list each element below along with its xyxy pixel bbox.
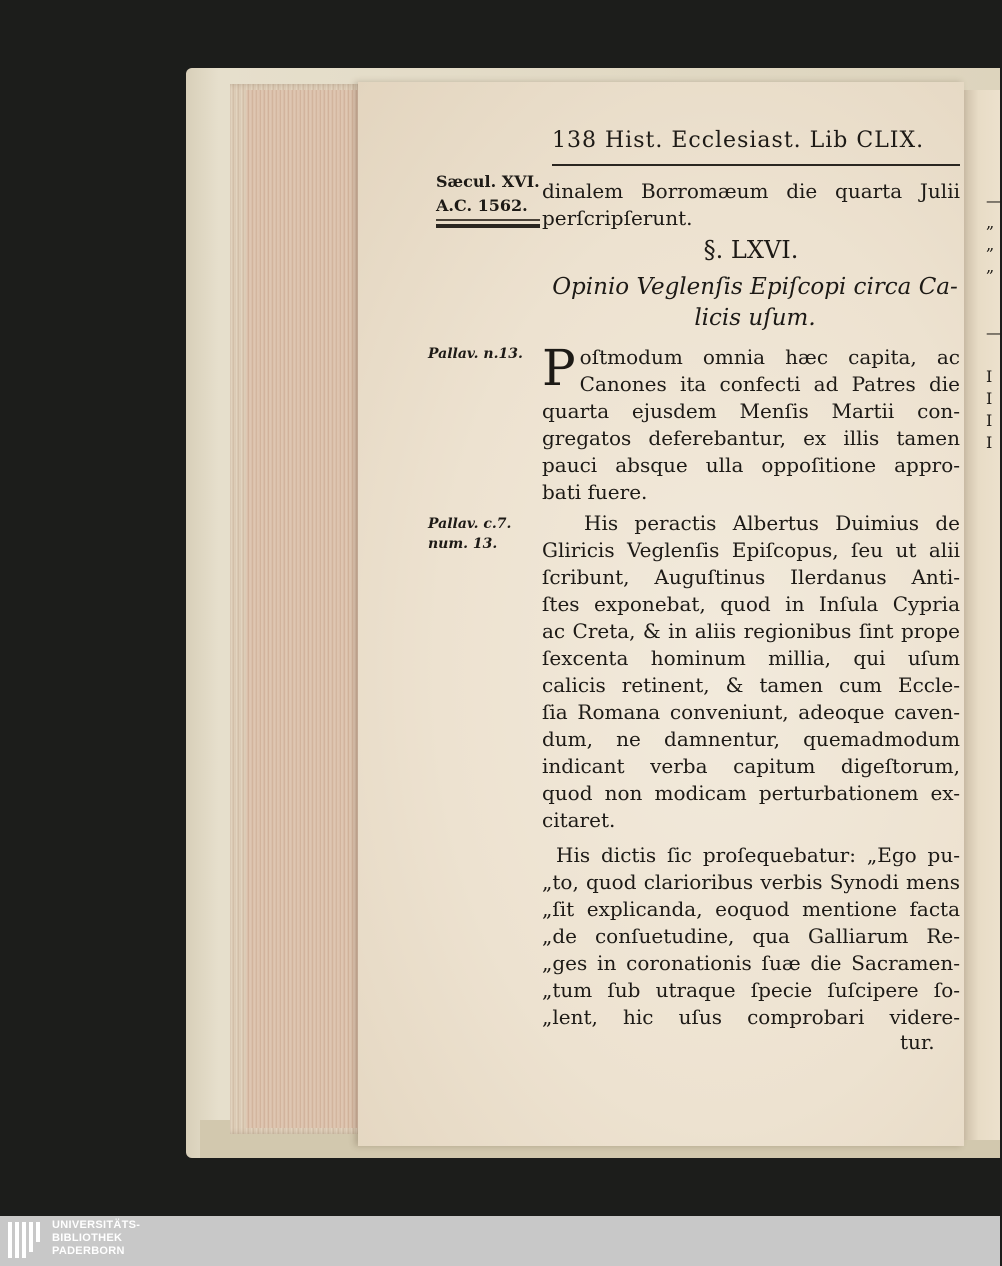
margin-note-line: Pallav. c.7. <box>428 516 512 532</box>
opening-text <box>542 178 960 232</box>
text-line: ſia Romana conveniunt, adeoque caven- <box>542 700 960 724</box>
text-line: quod non modicam perturbationem ex- <box>542 781 960 805</box>
text-line: Canones ita confecti ad Patres die <box>579 372 960 396</box>
text-line: ſcribunt, Auguſtinus Ilerdanus Anti- <box>542 565 960 589</box>
text-line: Gliricis Veglenſis Epiſcopus, ſeu ut alii <box>542 538 960 562</box>
text-line: quarta ejusdem Menſis Martii con- <box>542 399 960 423</box>
paragraph-1 <box>542 339 960 506</box>
logo-line: UNIVERSITÄTS- <box>52 1219 141 1231</box>
text-line: „to, quod clarioribus verbis Synodi mens <box>542 870 960 894</box>
library-logo-text <box>52 1219 140 1258</box>
text-line: gregatos deferebantur, ex illis tamen <box>542 426 960 450</box>
margin-date-note <box>436 170 540 218</box>
saecul-line: Sæcul. XVI. <box>436 172 540 191</box>
facing-page-marks: — „ „ „ — I I I I <box>986 191 1002 452</box>
text-line: ſtes exponebat, quod in Inſula Cypria <box>542 592 960 616</box>
text-line: dum, ne damnentur, quemadmodum <box>542 727 960 751</box>
paragraph-3 <box>542 842 960 1031</box>
drop-cap: P <box>542 339 576 397</box>
text-line: ac Creta, & in aliis regionibus ſint prope <box>542 619 960 643</box>
margin-note-pallav-2 <box>428 514 511 554</box>
year-line: A.C. 1562. <box>436 196 528 215</box>
margin-note-line: num. 13. <box>428 536 498 552</box>
text-line: His dictis ſic proſequebatur: „Ego pu- <box>556 843 960 867</box>
section-title-line: licis uſum. <box>694 305 816 331</box>
text-line: citaret. <box>542 808 616 832</box>
text-line: „tum ſub utraque ſpecie ſuſcipere ſo- <box>542 978 960 1002</box>
section-title <box>548 272 962 334</box>
text-line: calicis retinent, & tamen cum Eccle- <box>542 673 960 697</box>
logo-line: BIBLIOTHEK <box>52 1232 123 1244</box>
text-line: perſcripſerunt. <box>542 206 693 230</box>
running-header: 138 Hist. Ecclesiast. Lib CLIX. <box>552 128 925 153</box>
section-title-line: Opinio Veglenſis Epiſcopi circa Ca- <box>552 274 958 300</box>
text-line: oſtmodum omnia hæc capita, ac <box>579 345 960 369</box>
page-edges-texture <box>246 90 358 1128</box>
text-line: indicant verba capitum digeſtorum, <box>542 754 960 778</box>
text-line: bati fuere. <box>542 480 648 504</box>
text-line: pauci absque ulla oppoſitione appro- <box>542 453 960 477</box>
text-line: „de conſuetudine, qua Galliarum Re- <box>542 924 960 948</box>
text-line: His peractis Albertus Duimius de <box>584 511 960 535</box>
catchword: tur. <box>900 1030 935 1054</box>
library-logo-icon <box>8 1222 44 1260</box>
margin-note-pallav: Pallav. n.13. <box>428 346 523 362</box>
header-rule <box>552 164 960 166</box>
text-line: „ſit explicanda, eoquod mentione facta <box>542 897 960 921</box>
text-line: ſexcenta hominum millia, qui uſum <box>542 646 960 670</box>
margin-rule-thick <box>436 224 540 228</box>
text-line: dinalem Borromæum die quarta Julii <box>542 179 960 203</box>
logo-line: PADERBORN <box>52 1245 125 1257</box>
library-footer <box>0 1216 1000 1266</box>
text-line: „ges in coronationis ſuæ die Sacramen- <box>542 951 960 975</box>
section-number: §. LXVI. <box>703 236 799 264</box>
margin-rule-thin <box>436 219 540 221</box>
paragraph-2 <box>542 510 960 834</box>
text-line: „lent, hic uſus comprobari videre- <box>542 1005 960 1029</box>
